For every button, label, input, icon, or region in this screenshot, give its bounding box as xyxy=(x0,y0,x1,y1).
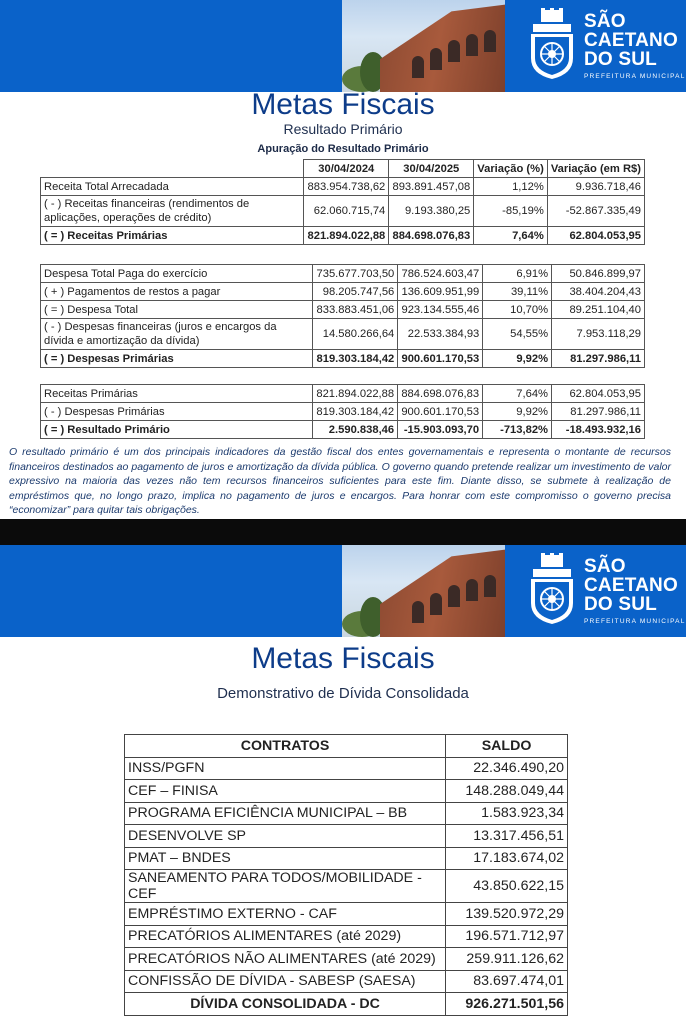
table-row xyxy=(41,421,645,439)
table-header-row xyxy=(125,735,568,758)
value-2025: 884.698.076,83 xyxy=(389,227,474,245)
city-hall-photo xyxy=(342,545,505,637)
total-label: DÍVIDA CONSOLIDADA - DC xyxy=(125,993,446,1016)
contract-name: PRECATÓRIOS ALIMENTARES (até 2029) xyxy=(125,925,446,948)
city-seal-icon xyxy=(527,553,577,625)
col-header: Variação (em R$) xyxy=(547,160,644,178)
table-row xyxy=(125,903,568,926)
contract-name: SANEAMENTO PARA TODOS/MOBILIDADE - CEF xyxy=(125,870,446,903)
contract-balance: 259.911.126,62 xyxy=(446,948,568,971)
city-hall-photo xyxy=(342,0,505,92)
contract-balance: 43.850.622,15 xyxy=(446,870,568,903)
value-2024: 821.894.022,88 xyxy=(304,227,389,245)
table-row xyxy=(41,265,645,283)
variation-amount: 38.404.204,43 xyxy=(552,283,645,301)
brand-line-2: CAETANO xyxy=(584,575,678,596)
value-2025: 884.698.076,83 xyxy=(398,385,483,403)
variation-amount: 81.297.986,11 xyxy=(552,350,645,368)
variation-amount: 7.953.118,29 xyxy=(552,319,645,350)
city-brand xyxy=(584,12,686,80)
value-2024: 2.590.838,46 xyxy=(313,421,398,439)
row-label: ( = ) Receitas Primárias xyxy=(41,227,304,245)
value-2024: 883.954.738,62 xyxy=(304,178,389,196)
value-2024: 14.580.266,64 xyxy=(313,319,398,350)
page-title-2: Metas Fiscais xyxy=(251,642,435,675)
value-2024: 98.205.747,56 xyxy=(313,283,398,301)
brand-line-3: DO SUL xyxy=(584,594,657,615)
value-2025: 923.134.555,46 xyxy=(398,301,483,319)
variation-percent: -85,19% xyxy=(474,196,548,227)
variation-percent: -713,82% xyxy=(483,421,552,439)
value-2025: 9.193.380,25 xyxy=(389,196,474,227)
explanation-paragraph: O resultado primário é um dos principais indicadores da gestão fiscal dos entes governamentais e representa o montante de recursos financeiros destinados ao pagamento de juros e amortização da dívida pública. O governo quando pretende realizar um investimento de valor expressivo na maioria das vezes não tem recursos financeiros suficientes para este fim. Diante disso, se submete à realização de empréstimos que, no longo prazo, implica no pagamento de juros e encargos. Para honrar com este compromisso o governo precisa “economizar” para quitar tais obrigações. xyxy=(9,446,671,516)
value-2025: 22.533.384,93 xyxy=(398,319,483,350)
table-header-row xyxy=(41,160,645,178)
table-row xyxy=(41,196,645,227)
table-row xyxy=(125,825,568,848)
value-2025: -15.903.093,70 xyxy=(398,421,483,439)
row-label: Receitas Primárias xyxy=(41,385,313,403)
contract-name: EMPRÉSTIMO EXTERNO - CAF xyxy=(125,903,446,926)
value-2024: 833.883.451,06 xyxy=(313,301,398,319)
table-row xyxy=(125,780,568,803)
contract-name: PRECATÓRIOS NÃO ALIMENTARES (até 2029) xyxy=(125,948,446,971)
expense-group xyxy=(41,265,645,368)
value-2025: 136.609.951,99 xyxy=(398,283,483,301)
table-row xyxy=(125,948,568,971)
variation-percent: 39,11% xyxy=(483,283,552,301)
table-caption: Apuração do Resultado Primário xyxy=(257,143,429,155)
city-brand xyxy=(584,557,686,625)
contract-balance: 83.697.474,01 xyxy=(446,970,568,993)
contract-name: CEF – FINISA xyxy=(125,780,446,803)
value-2025: 900.601.170,53 xyxy=(398,350,483,368)
total-row xyxy=(125,993,568,1016)
page-subtitle-2: Demonstrativo de Dívida Consolidada xyxy=(217,685,469,702)
variation-amount: 9.936.718,46 xyxy=(547,178,644,196)
table-row xyxy=(41,385,645,403)
header-banner xyxy=(0,0,686,92)
value-2024: 821.894.022,88 xyxy=(313,385,398,403)
revenue-group xyxy=(41,178,645,245)
variation-percent: 54,55% xyxy=(483,319,552,350)
variation-percent: 9,92% xyxy=(483,403,552,421)
table-row xyxy=(125,870,568,903)
table-row xyxy=(125,802,568,825)
variation-amount: 81.297.986,11 xyxy=(552,403,645,421)
value-2024: 819.303.184,42 xyxy=(313,403,398,421)
table-row xyxy=(125,970,568,993)
result-table xyxy=(40,384,645,439)
row-label: ( = ) Despesa Total xyxy=(41,301,313,319)
contract-name: PROGRAMA EFICIÊNCIA MUNICIPAL – BB xyxy=(125,802,446,825)
page-subtitle: Resultado Primário xyxy=(283,121,403,137)
row-label: ( - ) Despesas Primárias xyxy=(41,403,313,421)
brand-line-3: DO SUL xyxy=(584,49,657,70)
variation-percent: 6,91% xyxy=(483,265,552,283)
brand-subtitle: PREFEITURA MUNICIPAL xyxy=(584,618,686,625)
row-label: ( = ) Despesas Primárias xyxy=(41,350,313,368)
city-seal-icon xyxy=(527,8,577,80)
table-row xyxy=(41,403,645,421)
brand-line-1: SÃO xyxy=(584,11,626,32)
variation-percent: 7,64% xyxy=(483,385,552,403)
expense-table xyxy=(40,264,645,368)
debt-rows xyxy=(125,757,568,993)
consolidated-debt-table xyxy=(124,734,568,1016)
value-2025: 893.891.457,08 xyxy=(389,178,474,196)
row-label: Despesa Total Paga do exercício xyxy=(41,265,313,283)
brand-subtitle: PREFEITURA MUNICIPAL xyxy=(584,73,686,80)
row-label: ( = ) Resultado Primário xyxy=(41,421,313,439)
variation-percent: 7,64% xyxy=(474,227,548,245)
contract-balance: 139.520.972,29 xyxy=(446,903,568,926)
col-header: 30/04/2025 xyxy=(389,160,474,178)
value-2024: 735.677.703,50 xyxy=(313,265,398,283)
variation-percent: 1,12% xyxy=(474,178,548,196)
variation-amount: 62.804.053,95 xyxy=(547,227,644,245)
variation-amount: -52.867.335,49 xyxy=(547,196,644,227)
contract-balance: 196.571.712,97 xyxy=(446,925,568,948)
variation-amount: 50.846.899,97 xyxy=(552,265,645,283)
brand-line-1: SÃO xyxy=(584,556,626,577)
contract-name: PMAT – BNDES xyxy=(125,847,446,870)
contract-balance: 148.288.049,44 xyxy=(446,780,568,803)
contract-balance: 1.583.923,34 xyxy=(446,802,568,825)
col-header-balance: SALDO xyxy=(446,735,568,758)
value-2024: 62.060.715,74 xyxy=(304,196,389,227)
total-value: 926.271.501,56 xyxy=(446,993,568,1016)
table-row xyxy=(41,227,645,245)
row-label: ( - ) Despesas financeiras (juros e encargos da dívida e amortização da dívida) xyxy=(41,319,313,350)
table-row xyxy=(41,301,645,319)
value-2025: 900.601.170,53 xyxy=(398,403,483,421)
result-group xyxy=(41,385,645,439)
table-row xyxy=(41,283,645,301)
table-row xyxy=(41,350,645,368)
contract-name: CONFISSÃO DE DÍVIDA - SABESP (SAESA) xyxy=(125,970,446,993)
row-label: ( - ) Receitas financeiras (rendimentos de aplicações, operações de crédito) xyxy=(41,196,304,227)
contract-balance: 13.317.456,51 xyxy=(446,825,568,848)
contract-balance: 17.183.674,02 xyxy=(446,847,568,870)
variation-amount: 62.804.053,95 xyxy=(552,385,645,403)
variation-percent: 9,92% xyxy=(483,350,552,368)
variation-amount: 89.251.104,40 xyxy=(552,301,645,319)
table-row xyxy=(41,178,645,196)
table-row xyxy=(125,757,568,780)
header-banner-2 xyxy=(0,545,686,637)
row-label: ( + ) Pagamentos de restos a pagar xyxy=(41,283,313,301)
contract-name: DESENVOLVE SP xyxy=(125,825,446,848)
value-2024: 819.303.184,42 xyxy=(313,350,398,368)
col-header: Variação (%) xyxy=(474,160,548,178)
contract-name: INSS/PGFN xyxy=(125,757,446,780)
table-row xyxy=(125,847,568,870)
row-label: Receita Total Arrecadada xyxy=(41,178,304,196)
page-separator xyxy=(0,519,686,545)
variation-amount: -18.493.932,16 xyxy=(552,421,645,439)
page-title: Metas Fiscais xyxy=(251,88,435,121)
brand-line-2: CAETANO xyxy=(584,30,678,51)
table-row xyxy=(41,319,645,350)
col-header: 30/04/2024 xyxy=(304,160,389,178)
table-row xyxy=(125,925,568,948)
value-2025: 786.524.603,47 xyxy=(398,265,483,283)
col-header-contracts: CONTRATOS xyxy=(125,735,446,758)
variation-percent: 10,70% xyxy=(483,301,552,319)
contract-balance: 22.346.490,20 xyxy=(446,757,568,780)
primary-result-table xyxy=(40,159,645,245)
